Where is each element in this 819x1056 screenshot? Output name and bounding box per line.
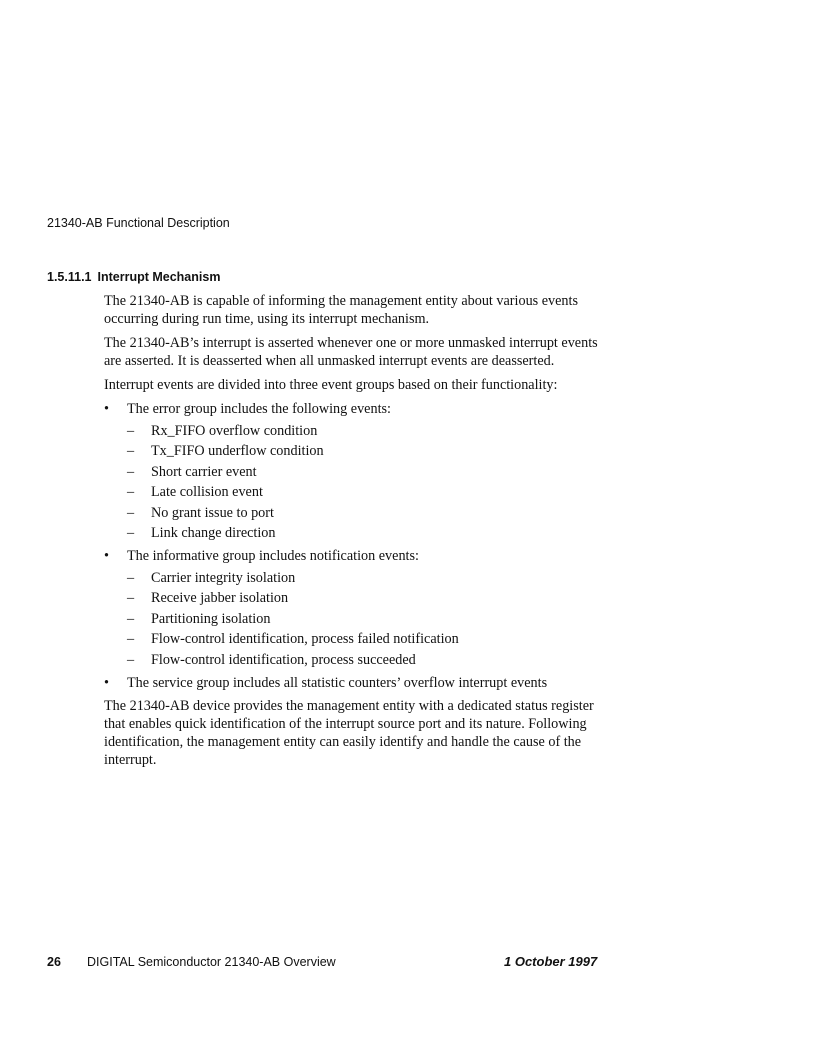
paragraph: The 21340-AB is capable of informing the management entity about various events occurring during run time, using its interrupt mechanism. (104, 293, 578, 327)
dash-marker: – (127, 484, 135, 501)
event-group-service (104, 674, 604, 692)
list-item-text: Tx_FIFO underflow condition (151, 443, 324, 460)
running-head: 21340-AB Functional Description (47, 216, 230, 230)
list-item (127, 524, 604, 542)
section-heading (47, 270, 220, 285)
dash-marker: – (127, 443, 135, 460)
list-item-text: No grant issue to port (151, 504, 274, 521)
event-group-error (104, 400, 604, 542)
event-group-text: The informative group includes notification events: (127, 547, 419, 564)
section-number: 1.5.11.1 (47, 270, 92, 284)
page-footer (47, 954, 607, 970)
paragraph: The 21340-AB’s interrupt is asserted whenever one or more unmasked interrupt events are asserted. It is deasserted when all unmasked interrupt events are deasserted. (104, 335, 598, 369)
page-number: 26 (47, 955, 61, 969)
list-item (127, 422, 604, 440)
dash-marker: – (127, 590, 135, 607)
dash-marker: – (127, 524, 135, 541)
bullet-marker: • (104, 547, 109, 564)
dash-marker: – (127, 651, 135, 668)
list-item-text: Rx_FIFO overflow condition (151, 423, 318, 439)
list-item-text: Flow-control identification, process succeeded (151, 651, 416, 668)
error-events-list (127, 422, 604, 542)
bullet-marker: • (104, 401, 109, 417)
bullet-marker: • (104, 674, 109, 691)
event-group-text: The error group includes the following events: (127, 401, 391, 417)
list-item (127, 504, 604, 522)
list-item (127, 442, 604, 460)
list-item-text: Carrier integrity isolation (151, 569, 296, 586)
dash-marker: – (127, 569, 135, 586)
dash-marker: – (127, 423, 135, 439)
paragraph: Interrupt events are divided into three event groups based on their functionality: (104, 377, 558, 393)
informative-events-list (127, 569, 604, 669)
body-text (104, 292, 604, 775)
list-item-text: Partitioning isolation (151, 610, 271, 627)
list-item (127, 569, 604, 587)
list-item (127, 483, 604, 501)
list-item-text: Receive jabber isolation (151, 590, 289, 607)
list-item-text: Link change direction (151, 524, 276, 541)
footer-doc-title: DIGITAL Semiconductor 21340-AB Overview (87, 955, 336, 969)
list-item-text: Late collision event (151, 484, 263, 501)
list-item (127, 651, 604, 669)
footer-date: 1 October 1997 (504, 954, 598, 969)
event-groups-list (104, 400, 604, 692)
dash-marker: – (127, 463, 135, 480)
section-title: Interrupt Mechanism (97, 270, 221, 284)
list-item (127, 610, 604, 628)
paragraph: The 21340-AB device provides the management entity with a dedicated status register that enables quick identification of the interrupt source port and its nature. Following identification, the management entity can easily identify and handle the cause of the interrupt. (104, 697, 594, 768)
dash-marker: – (127, 631, 135, 648)
list-item (127, 589, 604, 607)
dash-marker: – (127, 504, 135, 521)
event-group-informative (104, 547, 604, 669)
list-item-text: Short carrier event (151, 463, 257, 480)
event-group-text: The service group includes all statistic counters’ overflow interrupt events (127, 674, 548, 691)
list-item (127, 630, 604, 648)
list-item-text: Flow-control identification, process failed notification (151, 631, 459, 648)
dash-marker: – (127, 610, 135, 627)
list-item (127, 463, 604, 481)
